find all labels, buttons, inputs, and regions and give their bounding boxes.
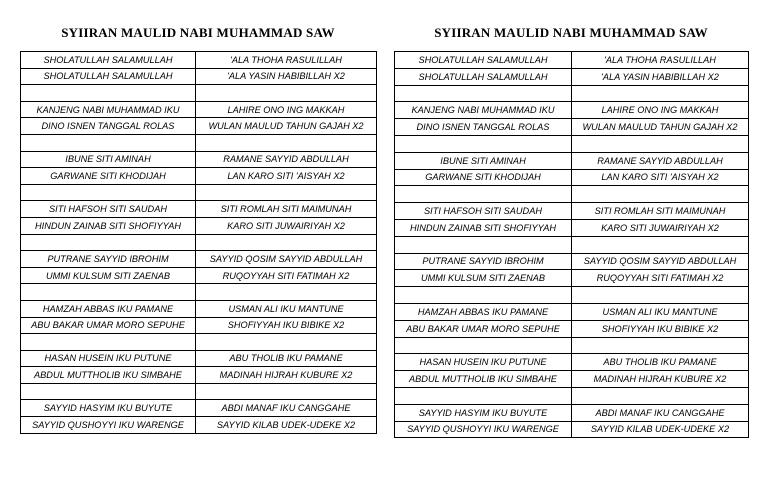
lyrics-sheet-right	[394, 0, 748, 501]
lyric-first-half: ABU BAKAR UMAR MORO SEPUHE	[21, 317, 196, 334]
lyrics-row	[21, 217, 377, 234]
lyric-second-half: 'ALA THOHA RASULILLAH	[572, 52, 749, 69]
sheet-title: SYIIRAN MAULID NABI MUHAMMAD SAW	[61, 25, 335, 40]
spacer-row	[21, 234, 377, 251]
lyrics-row	[395, 404, 749, 421]
sheet-title: SYIIRAN MAULID NABI MUHAMMAD SAW	[434, 25, 708, 40]
lyrics-table	[394, 51, 749, 438]
lyric-first-half: SHOLATULLAH SALAMULLAH	[21, 52, 196, 69]
lyric-second-half: SHOFIYYAH IKU BIBIKE X2	[572, 320, 749, 337]
lyric-second-half: ABDI MANAF IKU CANGGAHE	[572, 404, 749, 421]
lyric-first-half: SHOLATULLAH SALAMULLAH	[395, 52, 572, 69]
lyric-first-half: IBUNE SITI AMINAH	[21, 151, 196, 168]
lyric-first-half: KANJENG NABI MUHAMMAD IKU	[21, 101, 196, 118]
lyric-first-half	[395, 236, 572, 253]
lyric-second-half	[572, 387, 749, 404]
lyric-first-half: GARWANE SITI KHODIJAH	[395, 169, 572, 186]
lyric-second-half: USMAN ALI IKU MANTUNE	[196, 300, 377, 317]
lyrics-row	[21, 300, 377, 317]
lyric-first-half: HINDUN ZAINAB SITI SHOFIYYAH	[395, 219, 572, 236]
lyrics-row	[21, 68, 377, 85]
lyric-second-half: SAYYID KILAB UDEK-UDEKE X2	[196, 417, 377, 434]
lyrics-table-body	[21, 52, 377, 434]
lyric-second-half: LAN KARO SITI 'AISYAH X2	[196, 168, 377, 185]
lyrics-row	[21, 317, 377, 334]
lyrics-row	[395, 203, 749, 220]
lyrics-row	[395, 119, 749, 136]
lyric-first-half	[395, 186, 572, 203]
spacer-row	[395, 337, 749, 354]
lyrics-row	[21, 201, 377, 218]
lyric-first-half	[395, 337, 572, 354]
lyrics-row	[395, 219, 749, 236]
lyrics-row	[395, 102, 749, 119]
lyric-first-half: UMMI KULSUM SITI ZAENAB	[395, 270, 572, 287]
lyrics-row	[21, 101, 377, 118]
lyric-second-half	[196, 85, 377, 102]
lyrics-row	[21, 400, 377, 417]
lyrics-row	[395, 354, 749, 371]
lyric-second-half	[196, 234, 377, 251]
lyric-first-half: HINDUN ZAINAB SITI SHOFIYYAH	[21, 217, 196, 234]
lyrics-row	[21, 350, 377, 367]
lyric-first-half: IBUNE SITI AMINAH	[395, 152, 572, 169]
lyric-first-half	[21, 334, 196, 351]
lyric-first-half: SAYYID HASYIM IKU BUYUTE	[395, 404, 572, 421]
lyric-first-half	[21, 383, 196, 400]
lyrics-sheet-left	[20, 0, 376, 501]
lyric-first-half	[21, 284, 196, 301]
lyric-second-half: WULAN MAULUD TAHUN GAJAH X2	[572, 119, 749, 136]
lyric-second-half: ABDI MANAF IKU CANGGAHE	[196, 400, 377, 417]
lyric-first-half	[21, 85, 196, 102]
spacer-row	[21, 334, 377, 351]
lyric-first-half: ABDUL MUTTHOLIB IKU SIMBAHE	[395, 371, 572, 388]
lyric-first-half: SAYYID HASYIM IKU BUYUTE	[21, 400, 196, 417]
lyrics-row	[21, 367, 377, 384]
spacer-row	[21, 383, 377, 400]
lyrics-row	[21, 52, 377, 69]
lyric-first-half: SHOLATULLAH SALAMULLAH	[21, 68, 196, 85]
lyric-first-half	[395, 135, 572, 152]
lyrics-row	[21, 267, 377, 284]
lyric-second-half	[572, 337, 749, 354]
lyric-second-half: RUQOYYAH SITI FATIMAH X2	[572, 270, 749, 287]
lyric-second-half: SITI ROMLAH SITI MAIMUNAH	[572, 203, 749, 220]
lyric-first-half: GARWANE SITI KHODIJAH	[21, 168, 196, 185]
lyric-first-half: DINO ISNEN TANGGAL ROLAS	[395, 119, 572, 136]
lyric-first-half	[395, 85, 572, 102]
lyric-second-half: SHOFIYYAH IKU BIBIKE X2	[196, 317, 377, 334]
lyric-first-half	[21, 184, 196, 201]
lyrics-row	[21, 251, 377, 268]
lyrics-row	[395, 68, 749, 85]
lyric-first-half: HAMZAH ABBAS IKU PAMANE	[395, 303, 572, 320]
lyric-second-half: MADINAH HIJRAH KUBURE X2	[196, 367, 377, 384]
lyric-second-half: SITI ROMLAH SITI MAIMUNAH	[196, 201, 377, 218]
lyrics-row	[395, 421, 749, 438]
lyric-second-half: LAHIRE ONO ING MAKKAH	[196, 101, 377, 118]
lyric-first-half: UMMI KULSUM SITI ZAENAB	[21, 267, 196, 284]
lyrics-row	[395, 371, 749, 388]
lyric-second-half: KARO SITI JUWAIRIYAH X2	[572, 219, 749, 236]
lyric-second-half: RUQOYYAH SITI FATIMAH X2	[196, 267, 377, 284]
lyrics-row	[21, 168, 377, 185]
lyric-second-half	[572, 236, 749, 253]
lyrics-row	[21, 417, 377, 434]
lyric-second-half: 'ALA YASIN HABIBILLAH X2	[196, 68, 377, 85]
lyric-second-half: SAYYID QOSIM SAYYID ABDULLAH	[196, 251, 377, 268]
lyrics-row	[395, 52, 749, 69]
lyric-second-half	[572, 85, 749, 102]
lyric-second-half: RAMANE SAYYID ABDULLAH	[196, 151, 377, 168]
spacer-row	[395, 186, 749, 203]
lyric-first-half: SHOLATULLAH SALAMULLAH	[395, 68, 572, 85]
lyric-second-half: 'ALA YASIN HABIBILLAH X2	[572, 68, 749, 85]
lyric-first-half	[21, 134, 196, 151]
spacer-row	[395, 387, 749, 404]
lyrics-row	[395, 270, 749, 287]
spacer-row	[21, 284, 377, 301]
lyric-second-half: RAMANE SAYYID ABDULLAH	[572, 152, 749, 169]
spacer-row	[21, 184, 377, 201]
lyric-first-half	[21, 234, 196, 251]
lyrics-row	[395, 253, 749, 270]
spacer-row	[395, 287, 749, 304]
lyric-second-half: SAYYID QOSIM SAYYID ABDULLAH	[572, 253, 749, 270]
lyric-second-half	[572, 186, 749, 203]
spacer-row	[395, 236, 749, 253]
lyric-second-half: ABU THOLIB IKU PAMANE	[196, 350, 377, 367]
lyric-first-half: HAMZAH ABBAS IKU PAMANE	[21, 300, 196, 317]
spacer-row	[21, 85, 377, 102]
spacer-row	[395, 85, 749, 102]
lyrics-row	[395, 169, 749, 186]
lyric-second-half: KARO SITI JUWAIRIYAH X2	[196, 217, 377, 234]
lyric-first-half: KANJENG NABI MUHAMMAD IKU	[395, 102, 572, 119]
lyric-second-half: LAHIRE ONO ING MAKKAH	[572, 102, 749, 119]
lyrics-row	[395, 152, 749, 169]
lyric-second-half	[196, 383, 377, 400]
lyric-first-half: ABU BAKAR UMAR MORO SEPUHE	[395, 320, 572, 337]
lyric-second-half	[196, 184, 377, 201]
lyric-second-half: SAYYID KILAB UDEK-UDEKE X2	[572, 421, 749, 438]
lyric-first-half: PUTRANE SAYYID IBROHIM	[395, 253, 572, 270]
lyric-first-half: ABDUL MUTTHOLIB IKU SIMBAHE	[21, 367, 196, 384]
lyric-second-half: LAN KARO SITI 'AISYAH X2	[572, 169, 749, 186]
lyric-second-half	[572, 135, 749, 152]
lyric-first-half: PUTRANE SAYYID IBROHIM	[21, 251, 196, 268]
lyric-second-half: ABU THOLIB IKU PAMANE	[572, 354, 749, 371]
lyric-second-half	[196, 284, 377, 301]
lyric-second-half: USMAN ALI IKU MANTUNE	[572, 303, 749, 320]
lyrics-table-body	[395, 52, 749, 438]
lyric-second-half: 'ALA THOHA RASULILLAH	[196, 52, 377, 69]
lyric-first-half: DINO ISNEN TANGGAL ROLAS	[21, 118, 196, 135]
spacer-row	[395, 135, 749, 152]
lyric-first-half	[395, 387, 572, 404]
lyric-first-half: HASAN HUSEIN IKU PUTUNE	[21, 350, 196, 367]
lyric-first-half: HASAN HUSEIN IKU PUTUNE	[395, 354, 572, 371]
lyric-first-half	[395, 287, 572, 304]
lyrics-row	[395, 303, 749, 320]
lyrics-row	[21, 118, 377, 135]
spacer-row	[21, 134, 377, 151]
lyric-second-half	[196, 134, 377, 151]
lyric-second-half: WULAN MAULUD TAHUN GAJAH X2	[196, 118, 377, 135]
lyric-first-half: SAYYID QUSHOYYI IKU WARENGE	[395, 421, 572, 438]
lyric-second-half: MADINAH HIJRAH KUBURE X2	[572, 371, 749, 388]
lyric-first-half: SAYYID QUSHOYYI IKU WARENGE	[21, 417, 196, 434]
lyric-second-half	[196, 334, 377, 351]
lyrics-row	[21, 151, 377, 168]
lyric-first-half: SITI HAFSOH SITI SAUDAH	[21, 201, 196, 218]
lyric-first-half: SITI HAFSOH SITI SAUDAH	[395, 203, 572, 220]
lyrics-table	[20, 51, 377, 434]
lyrics-row	[395, 320, 749, 337]
lyric-second-half	[572, 287, 749, 304]
